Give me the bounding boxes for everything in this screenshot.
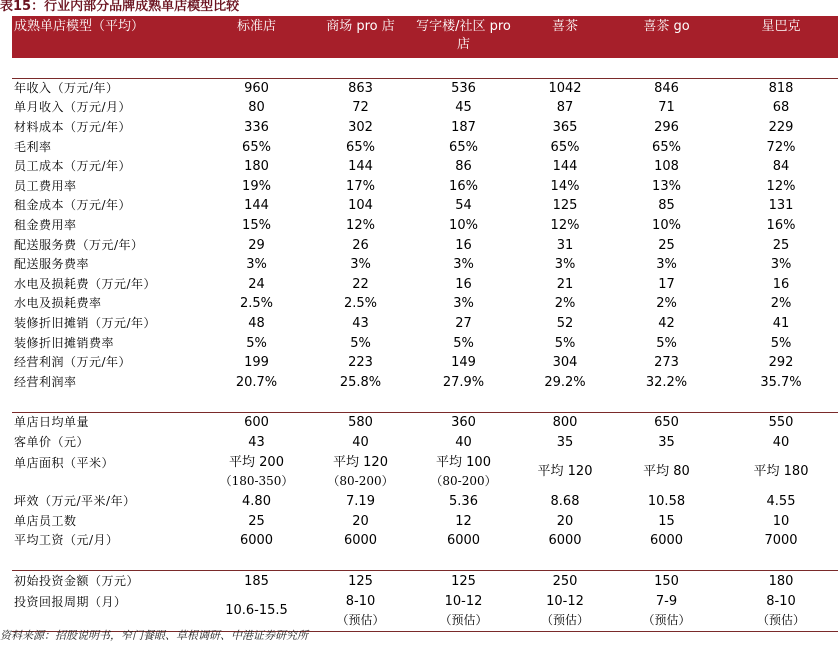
table-cell: 52 — [556, 316, 574, 332]
table-cell: 14% — [550, 178, 580, 194]
cell-line: 7-9 — [655, 593, 678, 609]
empty-cell — [521, 551, 609, 571]
header-cell: 商场 pro 店 — [315, 16, 406, 58]
table-cell: 2% — [656, 296, 677, 312]
table-cell: 84 — [772, 159, 790, 175]
empty-cell — [198, 392, 315, 412]
table-cell: 365 — [552, 120, 578, 136]
table-cell: 360 — [406, 412, 521, 432]
table-cell: 21 — [556, 276, 574, 292]
table-cell: 25.8% — [339, 374, 382, 390]
cell-line: 平均 80 — [643, 463, 690, 479]
table-cell: 41 — [772, 316, 790, 332]
cell-line: 平均 120 — [537, 463, 593, 479]
row-label: 单店日均单量 — [12, 412, 198, 432]
table-row — [12, 353, 838, 373]
empty-cell — [12, 58, 198, 78]
table-cell: 250 — [521, 571, 609, 591]
table-cell: 31 — [556, 237, 574, 253]
table-cell: 185 — [198, 571, 315, 591]
table-cell: 6000 — [343, 533, 378, 549]
header-cell: 喜茶 — [521, 16, 609, 58]
empty-cell — [406, 58, 521, 78]
cell-subline: （80-200） — [327, 473, 394, 488]
table-cell: 15 — [658, 513, 675, 529]
table-cell: 48 — [248, 316, 265, 332]
table-cell: 7.19 — [346, 494, 375, 510]
cell-subline: （预估） — [756, 612, 805, 627]
table-cell — [315, 452, 406, 492]
table-cell: 12% — [766, 178, 796, 194]
table-row — [12, 412, 838, 432]
table-cell: 29.2% — [544, 374, 586, 390]
table-cell: 43 — [248, 434, 265, 450]
table-cell: 86 — [455, 159, 472, 175]
table-cell: 536 — [406, 78, 521, 98]
table-cell: 16 — [455, 276, 472, 292]
empty-cell — [198, 551, 315, 571]
table-row — [12, 98, 838, 118]
header-cell: 星巴克 — [724, 16, 838, 58]
table-cell: 180 — [724, 571, 838, 591]
row-label: 经营利润率 — [14, 374, 77, 389]
table-cell: 2% — [770, 296, 792, 312]
cell-line: 平均 180 — [753, 463, 809, 479]
empty-cell — [12, 392, 198, 412]
empty-cell — [315, 551, 406, 571]
table-cell — [315, 591, 406, 632]
table-row — [12, 591, 838, 632]
row-label: 单月收入（万元/月） — [14, 100, 132, 115]
table-cell — [521, 452, 609, 492]
table-cell: 40 — [352, 434, 369, 450]
table-cell — [406, 591, 521, 632]
empty-cell — [406, 392, 521, 412]
table-row — [12, 333, 838, 353]
row-label: 坪效（万元/平米/年） — [14, 494, 136, 509]
table-cell: 3% — [350, 257, 371, 273]
table-cell: 80 — [248, 100, 265, 116]
table-cell: 7000 — [764, 533, 798, 549]
table-cell — [609, 452, 724, 492]
table-cell: 72 — [352, 100, 369, 116]
table-cell: 5.36 — [449, 494, 478, 510]
empty-cell — [521, 58, 609, 78]
table-cell: 125 — [315, 571, 406, 591]
table-cell: 40 — [772, 434, 790, 450]
table-cell: 2% — [554, 296, 576, 312]
row-label: 毛利率 — [14, 139, 52, 154]
empty-cell — [609, 392, 724, 412]
table-cell: 4.55 — [766, 494, 796, 510]
row-label: 投资回报周期（月） — [12, 591, 198, 632]
cell-line: 10-12 — [444, 593, 483, 609]
row-label: 水电及损耗费（万元/年） — [14, 276, 157, 291]
table-cell: 65% — [346, 139, 375, 155]
table-cell: 650 — [609, 412, 724, 432]
table-cell: 2.5% — [239, 296, 274, 312]
table-cell: 17 — [658, 276, 675, 292]
cell-line: 8-10 — [766, 593, 796, 609]
table-cell: 580 — [315, 412, 406, 432]
table-cell: 800 — [521, 412, 609, 432]
empty-cell — [12, 551, 198, 571]
cell-line: 10-12 — [546, 593, 584, 609]
header-cell: 标准店 — [198, 16, 315, 58]
empty-cell — [198, 58, 315, 78]
table-cell: 29 — [248, 237, 265, 253]
row-label: 配送服务费（万元/年） — [14, 237, 144, 252]
table-cell: 180 — [244, 159, 269, 175]
table-cell: 25 — [772, 237, 790, 253]
table-cell: 54 — [455, 198, 472, 214]
spacer-row — [12, 392, 838, 412]
cell-subline: （预估） — [336, 612, 385, 627]
table-cell: 27.9% — [442, 374, 485, 390]
table-cell: 65% — [652, 139, 681, 155]
row-label: 员工费用率 — [14, 178, 77, 193]
table-cell: 13% — [652, 178, 681, 194]
table-cell: 20 — [352, 513, 369, 529]
table-cell: 960 — [198, 78, 315, 98]
row-label: 员工成本（万元/年） — [14, 159, 132, 174]
header-cell: 喜茶 go — [609, 16, 724, 58]
table-cell: 3% — [453, 257, 474, 273]
table-cell: 304 — [552, 355, 578, 371]
table-row — [12, 177, 838, 197]
row-label: 租金费用率 — [14, 218, 77, 233]
table-cell: 15% — [242, 218, 271, 234]
table-cell: 125 — [406, 571, 521, 591]
table-cell: 229 — [768, 120, 794, 136]
table-cell: 6000 — [239, 533, 274, 549]
table-cell: 12% — [550, 218, 580, 234]
table-row — [12, 78, 838, 98]
table-row — [12, 235, 838, 255]
table-cell: 2.5% — [343, 296, 378, 312]
table-cell: 20 — [556, 513, 574, 529]
table-row — [12, 157, 838, 177]
row-label: 水电及损耗费率 — [14, 296, 102, 311]
table-cell: 40 — [455, 434, 472, 450]
empty-cell — [406, 551, 521, 571]
table-cell — [724, 452, 838, 492]
table-cell: 10% — [652, 218, 681, 234]
table-cell: 199 — [244, 355, 269, 371]
table-cell: 3% — [770, 257, 792, 273]
row-label: 经营利润（万元/年） — [14, 355, 132, 370]
source-note: 资料来源：招股说明书，窄门餐眼、草根调研、中港证券研究所 — [0, 629, 308, 642]
table-row — [12, 118, 838, 138]
table-cell: 65% — [550, 139, 580, 155]
table-cell — [521, 591, 609, 632]
cell-line: 平均 200 — [229, 454, 284, 470]
table-cell: 6000 — [446, 533, 481, 549]
table-cell: 131 — [768, 198, 794, 214]
header-cell: 写字楼/社区 pro 店 — [406, 16, 521, 58]
table-cell: 22 — [352, 276, 369, 292]
table-cell: 296 — [654, 120, 679, 136]
table-cell: 72% — [766, 139, 796, 155]
cell-line: 10.6-15.5 — [225, 602, 288, 618]
table-cell: 108 — [654, 159, 679, 175]
cell-line: 平均 120 — [333, 454, 388, 470]
table-cell: 42 — [658, 316, 675, 332]
table-cell — [406, 452, 521, 492]
table-row — [12, 432, 838, 452]
header-row — [12, 16, 838, 58]
table-cell: 16 — [455, 237, 472, 253]
row-label: 单店员工数 — [14, 513, 77, 528]
spacer-row — [12, 58, 838, 78]
row-label: 平均工资（元/月） — [14, 533, 119, 548]
table-cell: 16 — [772, 276, 790, 292]
table-cell: 846 — [609, 78, 724, 98]
table-cell: 149 — [451, 355, 476, 371]
row-label: 装修折旧摊销（万元/年） — [14, 316, 157, 331]
table-cell: 3% — [453, 296, 474, 312]
table-cell — [198, 591, 315, 632]
table-cell — [724, 591, 838, 632]
table-cell: 32.2% — [645, 374, 688, 390]
cell-subline: （预估） — [642, 612, 691, 627]
table-cell: 25 — [658, 237, 675, 253]
empty-cell — [315, 58, 406, 78]
table-row — [12, 275, 838, 295]
table-cell: 20.7% — [235, 374, 278, 390]
empty-cell — [724, 392, 838, 412]
table-cell: 17% — [346, 178, 375, 194]
table-cell: 292 — [768, 355, 794, 371]
empty-cell — [315, 392, 406, 412]
table-row — [12, 137, 838, 157]
row-label: 单店面积（平米） — [14, 455, 115, 470]
row-label: 材料成本（万元/年） — [14, 120, 132, 135]
cell-line: 8-10 — [345, 593, 376, 609]
table-row — [12, 255, 838, 275]
table-cell: 5% — [350, 335, 371, 351]
table-row — [12, 531, 838, 551]
table-cell: 85 — [658, 198, 675, 214]
spacer-row — [12, 551, 838, 571]
table-cell: 27 — [455, 316, 472, 332]
comparison-table — [12, 16, 838, 632]
cell-subline: （预估） — [439, 612, 488, 627]
row-label: 年收入（万元/年） — [12, 78, 198, 98]
table-row — [12, 452, 838, 492]
table-row — [12, 216, 838, 236]
table-cell: 818 — [724, 78, 838, 98]
table-cell: 12% — [346, 218, 375, 234]
table-row — [12, 314, 838, 334]
table-cell: 35.7% — [760, 374, 802, 390]
header-cell: 成熟单店模型（平均） — [12, 16, 198, 58]
table-cell: 16% — [449, 178, 478, 194]
empty-cell — [609, 551, 724, 571]
table-cell: 65% — [242, 139, 271, 155]
cell-subline: （预估） — [540, 612, 589, 627]
table-row — [12, 511, 838, 531]
table-cell: 302 — [348, 120, 373, 136]
table-cell: 863 — [315, 78, 406, 98]
table-cell: 26 — [352, 237, 369, 253]
empty-cell — [521, 392, 609, 412]
empty-cell — [609, 58, 724, 78]
table-row — [12, 492, 838, 512]
table-cell: 273 — [654, 355, 679, 371]
table-cell: 550 — [724, 412, 838, 432]
table-cell: 24 — [248, 276, 265, 292]
table-cell: 223 — [348, 355, 373, 371]
table-cell: 600 — [198, 412, 315, 432]
table-cell: 3% — [554, 257, 576, 273]
table-cell: 45 — [455, 100, 472, 116]
row-label: 客单价（元） — [14, 434, 90, 449]
table-cell: 336 — [244, 120, 269, 136]
table-cell: 10% — [449, 218, 478, 234]
table-cell: 68 — [772, 100, 790, 116]
table-cell: 8.68 — [550, 494, 580, 510]
table-row — [12, 571, 838, 591]
table-cell: 5% — [453, 335, 474, 351]
table-cell: 5% — [656, 335, 677, 351]
table-cell: 187 — [451, 120, 476, 136]
table-cell: 35 — [556, 434, 574, 450]
table-cell: 25 — [248, 513, 265, 529]
table-cell: 144 — [552, 159, 578, 175]
table-cell: 10 — [772, 513, 790, 529]
table-cell: 3% — [656, 257, 677, 273]
table-cell: 3% — [246, 257, 267, 273]
table-cell: 150 — [609, 571, 724, 591]
table-cell: 6000 — [649, 533, 684, 549]
table-cell: 65% — [449, 139, 478, 155]
table-cell: 43 — [352, 316, 369, 332]
table-row — [12, 294, 838, 314]
table-cell: 5% — [246, 335, 267, 351]
row-label: 初始投资金额（万元） — [12, 571, 198, 591]
row-label: 配送服务费率 — [14, 257, 90, 272]
table-row — [12, 373, 838, 393]
table-cell: 12 — [455, 513, 472, 529]
row-label: 装修折旧摊销费率 — [14, 335, 115, 350]
table-cell: 16% — [766, 218, 796, 234]
table-cell: 1042 — [521, 78, 609, 98]
table-cell: 6000 — [548, 533, 582, 549]
table-cell: 144 — [348, 159, 373, 175]
table-cell: 104 — [348, 198, 373, 214]
table-cell: 4.80 — [242, 494, 271, 510]
table-title: 表15：行业内部分品牌成熟单店模型比较 — [0, 0, 240, 14]
table-cell: 5% — [554, 335, 576, 351]
table-cell: 5% — [770, 335, 792, 351]
table-cell: 71 — [658, 100, 675, 116]
cell-subline: （180-350） — [219, 473, 294, 488]
row-label: 租金成本（万元/年） — [14, 198, 132, 213]
table-cell: 19% — [242, 178, 271, 194]
table-body — [12, 58, 838, 631]
cell-line: 平均 100 — [436, 454, 491, 470]
table-cell — [198, 452, 315, 492]
table-cell: 87 — [556, 100, 574, 116]
table-cell: 144 — [244, 198, 269, 214]
empty-cell — [724, 551, 838, 571]
empty-cell — [724, 58, 838, 78]
table-row — [12, 196, 838, 216]
table-cell — [609, 591, 724, 632]
cell-subline: （80-200） — [430, 473, 497, 488]
table-cell: 35 — [658, 434, 675, 450]
table-cell: 10.58 — [647, 494, 686, 510]
table-cell: 125 — [552, 198, 578, 214]
